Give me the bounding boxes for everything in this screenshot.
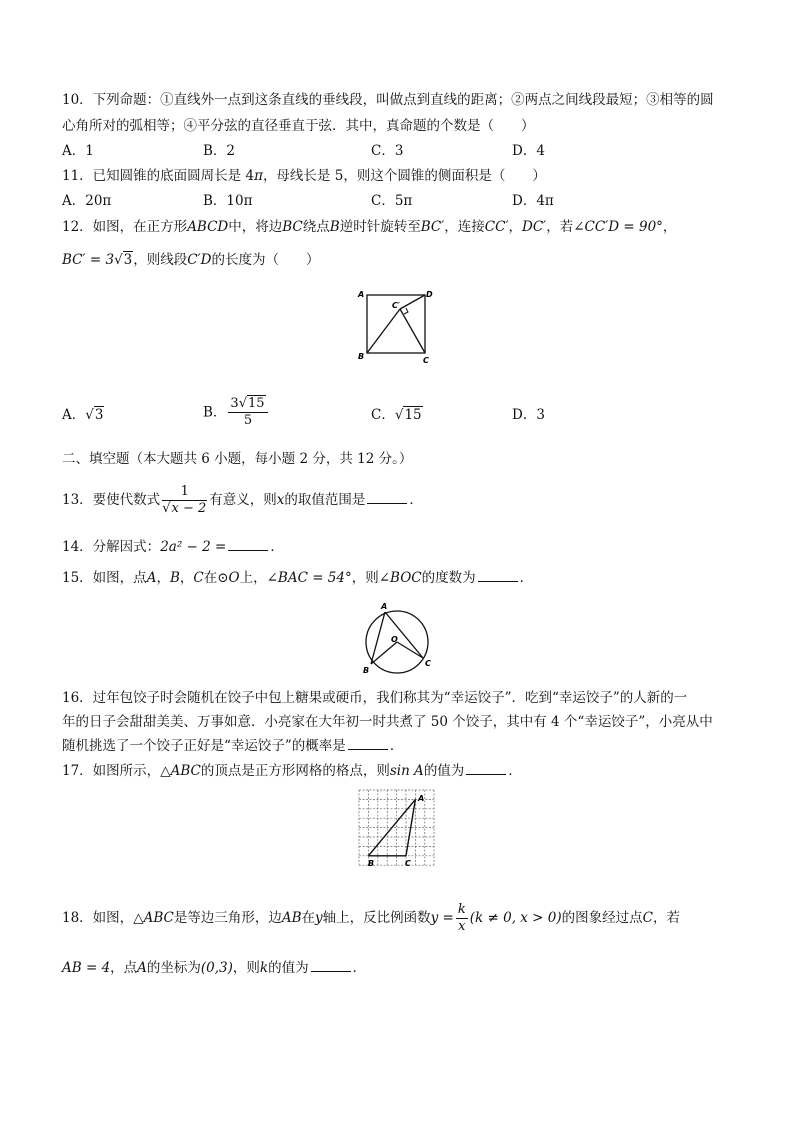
q12-option-c-radicand: 15 bbox=[404, 407, 422, 423]
q12-option-a-label: A． bbox=[62, 407, 86, 423]
q12-option-c-sqrt-sign: √ bbox=[394, 407, 404, 423]
q15-angle2: ∠BOC bbox=[378, 570, 422, 586]
q12-option-a-sqrt-sign: √ bbox=[85, 407, 94, 423]
q12-cpd: C′D bbox=[187, 252, 212, 268]
q15-circle-figure bbox=[360, 600, 440, 678]
q18-t9: ，则 bbox=[232, 960, 260, 976]
q15-t5: 的度数为 bbox=[421, 570, 476, 586]
q11-option-b: B．10π bbox=[203, 193, 253, 209]
q18-t5: 的图象经过点 bbox=[561, 910, 643, 926]
q12-t9: 的长度为（ ） bbox=[211, 252, 320, 268]
q18-ab-value: AB = 4 bbox=[62, 960, 111, 976]
q12-t6: ，若 bbox=[546, 219, 574, 235]
q18-t2: 是等边三角形，边 bbox=[173, 910, 282, 926]
q15-sep1: ， bbox=[156, 570, 170, 586]
q18-t3: 在 bbox=[301, 910, 315, 926]
q17-label-a: A bbox=[418, 794, 425, 803]
q18-y: y bbox=[315, 910, 323, 926]
q18-t8: 的坐标为 bbox=[146, 960, 201, 976]
q18-a: A bbox=[137, 960, 147, 976]
q11-option-a: A．20π bbox=[62, 193, 112, 209]
q12-bcp: BC′ bbox=[420, 219, 445, 235]
q18-line1 bbox=[62, 898, 680, 938]
q13-radicand: x − 2 bbox=[171, 501, 207, 516]
q17-sin: sin A bbox=[389, 763, 424, 779]
q15-label-o: O bbox=[391, 635, 398, 644]
q12-t4: 逆时针旋转至 bbox=[339, 219, 421, 235]
q13-sqrt-sign: √ bbox=[162, 501, 171, 516]
q12-bc: BC bbox=[282, 219, 303, 235]
q11-stem bbox=[62, 166, 546, 186]
q12-option-b bbox=[203, 396, 270, 429]
q15-c: C bbox=[193, 570, 204, 586]
q14-answer-blank[interactable] bbox=[228, 538, 268, 551]
q17-t2: 的顶点是正方形网格的格点，则 bbox=[200, 763, 390, 779]
q15-t4: ，则 bbox=[351, 570, 379, 586]
q18-func-fraction bbox=[456, 902, 468, 935]
q15-label-c: C bbox=[425, 659, 431, 668]
q18-t11: ． bbox=[352, 960, 367, 976]
q12-bcp-value: BC′ = 3 bbox=[62, 252, 115, 268]
q12-label-b: B bbox=[358, 352, 365, 361]
q17-label-b: B bbox=[368, 859, 375, 868]
q12-t7: ， bbox=[662, 219, 677, 235]
q16-t1: 随机挑选了一个饺子正好是“幸运饺子”的概率是 bbox=[62, 738, 346, 754]
q12-option-b-fraction bbox=[228, 396, 267, 429]
q18-func-condition: (k ≠ 0, x > 0) bbox=[469, 910, 562, 926]
q13-denominator bbox=[162, 501, 207, 517]
q12-option-c-label: C． bbox=[371, 407, 395, 423]
q14-t2: ． bbox=[270, 539, 284, 555]
q10-option-b: B．2 bbox=[203, 143, 236, 159]
q18-func-denominator: x bbox=[458, 919, 466, 934]
q12-option-b-numerator bbox=[228, 396, 267, 413]
q13-x: x bbox=[276, 492, 285, 508]
q14-expr: 2a² − 2 = bbox=[160, 539, 227, 555]
q13-t4: ． bbox=[409, 492, 423, 508]
q12-line2 bbox=[62, 250, 319, 270]
q15-b: B bbox=[169, 570, 180, 586]
q16-line1: 16．过年包饺子时会随机在饺子中包上糖果或硬币，我们称其为“幸运饺子”．吃到“幸运饺子”的人新的一 bbox=[62, 690, 688, 706]
q16-line3 bbox=[62, 736, 403, 756]
q12-option-b-denominator: 5 bbox=[243, 413, 253, 428]
q12-option-a bbox=[62, 405, 104, 425]
q15-t6: ． bbox=[519, 570, 534, 586]
q15-circle: ⊙O bbox=[217, 570, 240, 586]
q11-text-b: ，母线长是 5，则这个圆锥的侧面积是（ ） bbox=[262, 168, 546, 184]
q18-t1: 18．如图， bbox=[62, 910, 134, 926]
q12-option-b-label: B． bbox=[203, 404, 227, 421]
q18-t7: ，点 bbox=[110, 960, 138, 976]
q18-k: k bbox=[259, 960, 269, 976]
q17-grid-figure bbox=[354, 786, 440, 874]
q16-t2: ． bbox=[389, 738, 404, 754]
q12-label-d: D bbox=[426, 290, 433, 299]
q17-label-c: C bbox=[405, 859, 411, 868]
q17-triangle: △ABC bbox=[160, 763, 201, 779]
q15-t3: 上， bbox=[239, 570, 267, 586]
q11-pi: π bbox=[254, 168, 263, 184]
q13-numerator: 1 bbox=[162, 484, 207, 501]
q15-t1: 15．如图，点 bbox=[62, 570, 147, 586]
q18-triangle: △ABC bbox=[133, 910, 174, 926]
q18-c: C bbox=[642, 910, 653, 926]
q12-line1 bbox=[62, 217, 676, 237]
q15-sep2: ， bbox=[179, 570, 194, 586]
q12-t1: 12．如图，在正方形 bbox=[62, 219, 188, 235]
q11-option-c: C．5π bbox=[371, 193, 413, 209]
q15-a: A bbox=[146, 570, 157, 586]
q13-t1: 13．要使代数式 bbox=[62, 492, 161, 508]
q18-func-lhs: y = bbox=[430, 910, 454, 926]
q13-t2: 有意义，则 bbox=[209, 492, 277, 508]
q12-angle: ∠CC′D = 90° bbox=[573, 219, 663, 235]
q10-option-d: D．4 bbox=[512, 143, 545, 159]
q18-func-numerator: k bbox=[457, 902, 466, 917]
q13-t3: 的取值范围是 bbox=[284, 492, 366, 508]
q13-answer-blank[interactable] bbox=[367, 491, 407, 504]
q17-t1: 17．如图所示， bbox=[62, 763, 161, 779]
q12-label-c: C bbox=[423, 356, 429, 365]
q12-sep: ， bbox=[508, 219, 523, 235]
q12-label-cprime: C′ bbox=[392, 301, 400, 310]
q15-angle: ∠BAC = 54° bbox=[266, 570, 352, 586]
q12-dcp: DC′ bbox=[522, 219, 547, 235]
q12-t3: 绕点 bbox=[302, 219, 330, 235]
q17-stem bbox=[62, 761, 522, 781]
q10-line2: 心角所对的弧相等；④平分弦的直径垂直于弦．其中，真命题的个数是（ ） bbox=[62, 118, 535, 134]
q13-stem bbox=[62, 482, 423, 518]
q12-label-a: A bbox=[358, 290, 365, 299]
q11-text-a: 11．已知圆锥的底面圆周长是 4 bbox=[62, 168, 255, 184]
q12-abcd: ABCD bbox=[187, 219, 229, 235]
q11-option-d: D．4π bbox=[512, 193, 554, 209]
q16-answer-blank[interactable] bbox=[348, 737, 388, 750]
q12-option-a-radicand: 3 bbox=[94, 407, 104, 423]
q14-stem bbox=[62, 537, 284, 557]
q18-line2 bbox=[62, 958, 366, 978]
q17-t3: 的值为 bbox=[423, 763, 465, 779]
q12-option-b-sqrt-sign: √ bbox=[238, 396, 247, 411]
q10-option-c: C．3 bbox=[371, 143, 404, 159]
q18-answer-blank[interactable] bbox=[311, 959, 351, 972]
q12-t5: ，连接 bbox=[444, 219, 485, 235]
q15-stem bbox=[62, 568, 533, 588]
q12-sqrt-radicand: 3 bbox=[123, 252, 133, 268]
q12-option-c bbox=[371, 405, 423, 425]
q15-answer-blank[interactable] bbox=[478, 569, 518, 582]
q12-option-b-radicand: 15 bbox=[248, 396, 265, 411]
q12-ccp: CC′ bbox=[484, 219, 509, 235]
q18-ab: AB bbox=[281, 910, 302, 926]
q14-t1: 14．分解因式： bbox=[62, 539, 161, 555]
q16-line2: 年的日子会甜甜美美、万事如意．小亮家在大年初一时共煮了 50 个饺子，其中有 4 个“幸运饺子”，小亮从中 bbox=[62, 714, 713, 730]
q12-square-figure bbox=[352, 286, 442, 366]
q18-t6: ，若 bbox=[653, 910, 680, 926]
q18-coord: (0,3) bbox=[200, 960, 233, 976]
q12-t8: ，则线段 bbox=[133, 252, 188, 268]
q12-option-d: D．3 bbox=[512, 407, 545, 423]
q18-t10: 的值为 bbox=[268, 960, 309, 976]
q15-label-a: A bbox=[381, 602, 388, 611]
q10-line1: 10．下列命题：①直线外一点到这条直线的垂线段，叫做点到直线的距离；②两点之间线段最短；③相等的圆 bbox=[62, 92, 714, 108]
q15-label-b: B bbox=[363, 666, 370, 675]
section2-title: 二、填空题（本大题共 6 小题，每小题 2 分，共 12 分。） bbox=[62, 451, 413, 467]
q18-t4: 轴上，反比例函数 bbox=[322, 910, 431, 926]
q12-t2: 中，将边 bbox=[228, 219, 283, 235]
q10-option-a: A．1 bbox=[62, 143, 94, 159]
q12-option-b-coef: 3 bbox=[230, 396, 239, 411]
q17-t4: ． bbox=[508, 763, 522, 779]
q12-b: B bbox=[329, 219, 340, 235]
q15-t2: 在 bbox=[203, 570, 218, 586]
q12-sqrt-sign: √ bbox=[114, 252, 123, 268]
q13-fraction bbox=[162, 484, 207, 517]
q17-answer-blank[interactable] bbox=[466, 762, 506, 775]
